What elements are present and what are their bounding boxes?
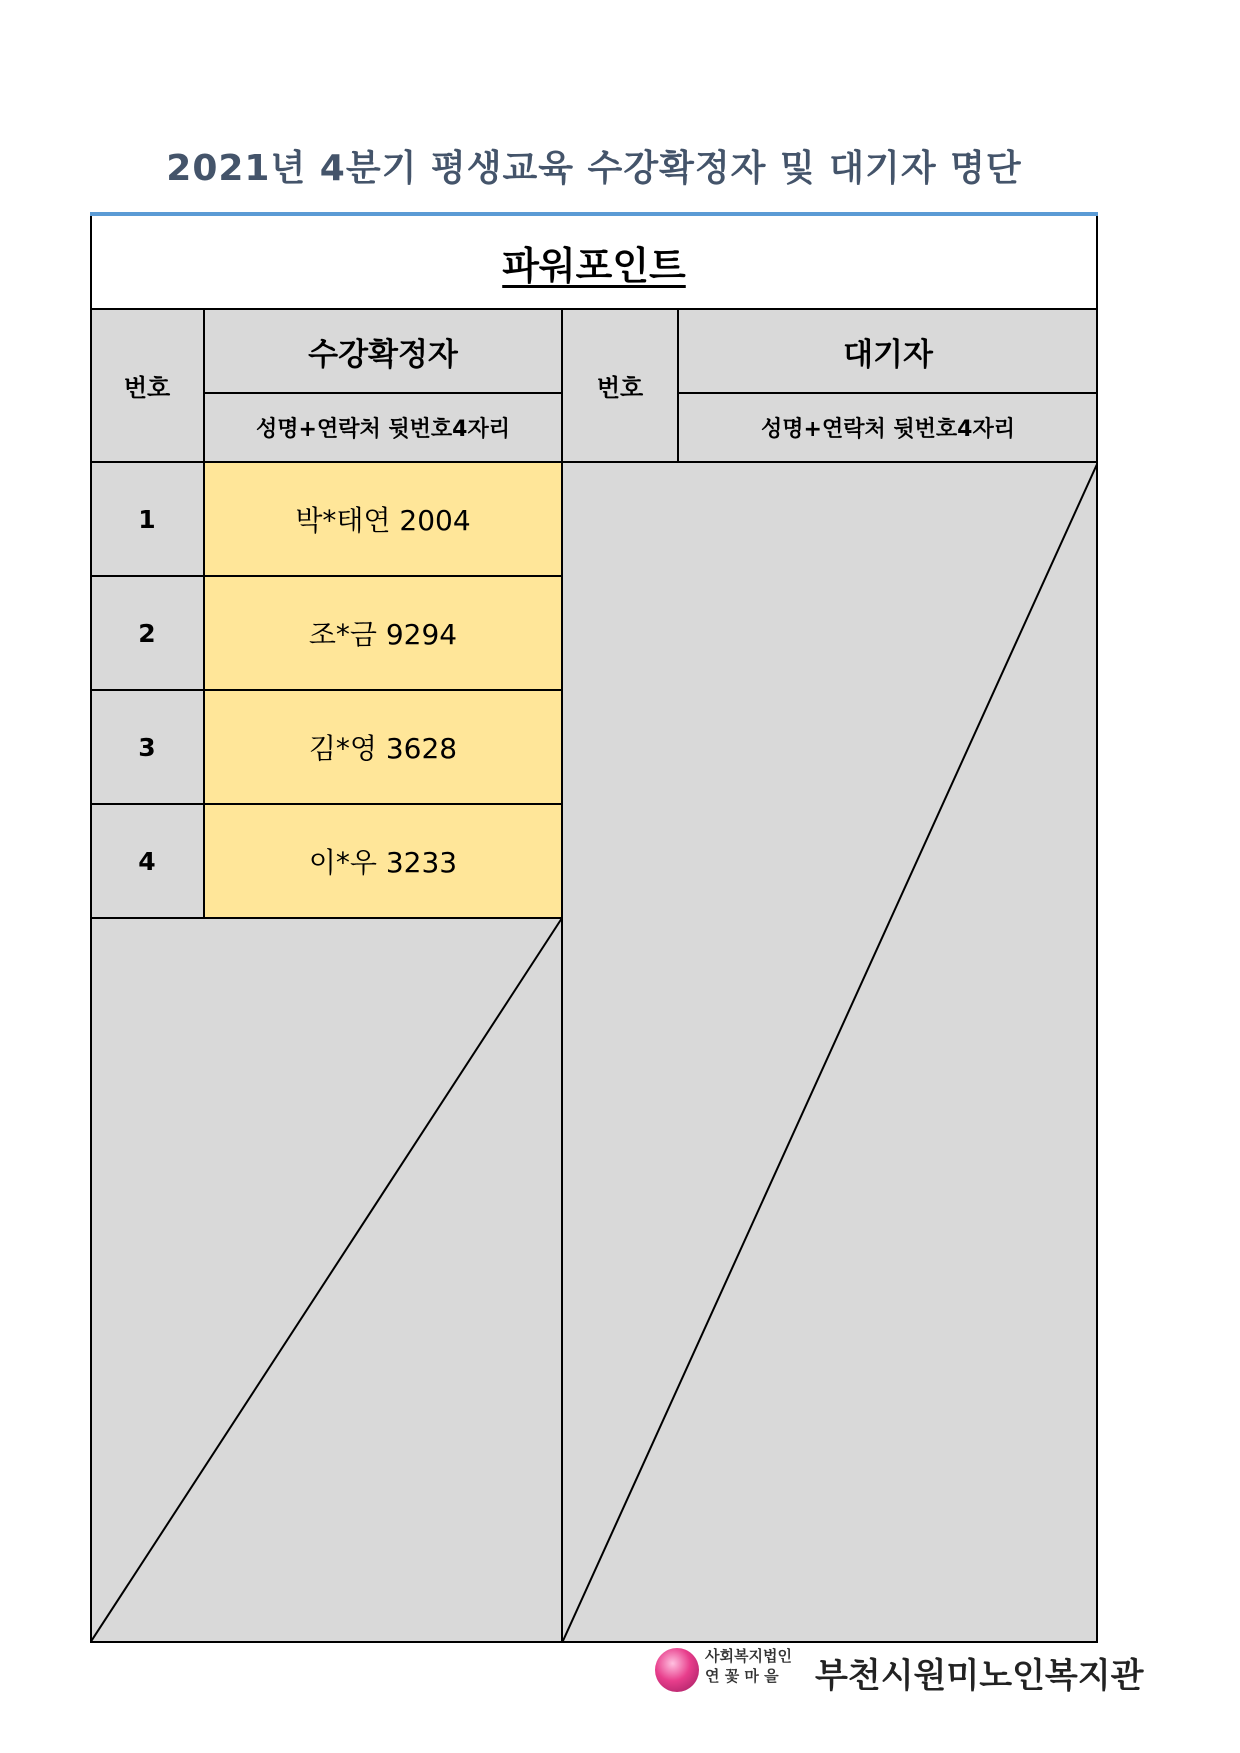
confirmed-entry: 박*태연 2004 bbox=[204, 462, 562, 576]
confirmed-info-header: 성명+연락처 뒷번호4자리 bbox=[204, 393, 562, 462]
confirmed-number-header: 번호 bbox=[90, 309, 204, 462]
org-type-line2: 연 꽃 마 을 bbox=[705, 1667, 779, 1685]
org-name: 부천시원미노인복지관 bbox=[815, 1656, 1144, 1696]
confirmed-header: 수강확정자 bbox=[204, 309, 562, 393]
confirmed-entry: 김*영 3628 bbox=[204, 690, 562, 804]
course-name: 파워포인트 bbox=[90, 216, 1098, 309]
row-number: 3 bbox=[90, 690, 204, 804]
confirmed-entry: 조*금 9294 bbox=[204, 576, 562, 690]
waiting-header: 대기자 bbox=[678, 309, 1098, 393]
row-number: 2 bbox=[90, 576, 204, 690]
roster-table bbox=[90, 216, 1098, 1643]
table-grid-lines bbox=[90, 216, 1098, 1643]
row-number: 4 bbox=[90, 804, 204, 918]
waiting-number-header: 번호 bbox=[562, 309, 678, 462]
org-type bbox=[705, 1646, 815, 1686]
waiting-info-header: 성명+연락처 뒷번호4자리 bbox=[678, 393, 1098, 462]
row-number: 1 bbox=[90, 462, 204, 576]
confirmed-entry: 이*우 3233 bbox=[204, 804, 562, 918]
confirmed-strike-line bbox=[90, 918, 562, 1643]
organization-footer bbox=[655, 1646, 1155, 1696]
document-title: 2021년 4분기 평생교육 수강확정자 및 대기자 명단 bbox=[166, 148, 1022, 189]
org-type-line1: 사회복지법인 bbox=[705, 1647, 792, 1665]
waiting-strike-line bbox=[562, 462, 1098, 1643]
lotus-logo-icon bbox=[655, 1648, 699, 1692]
